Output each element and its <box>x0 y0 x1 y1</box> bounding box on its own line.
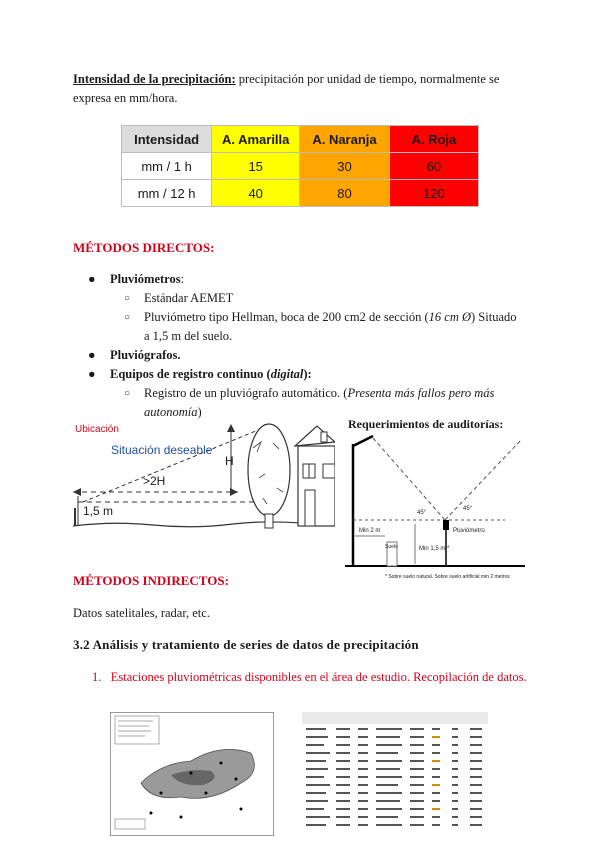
indirect-methods-heading: MÉTODOS INDIRECTOS: <box>73 573 229 588</box>
table-row <box>122 180 479 207</box>
data-table-sketch <box>302 712 488 836</box>
audit-sketch <box>345 434 525 584</box>
list-item-text: Pluviómetro tipo Hellman, boca de 200 cm2 de sección ( <box>144 310 429 324</box>
table-cell: mm / 1 h <box>122 153 212 180</box>
circle-bullet-icon: ○ <box>124 293 131 304</box>
item-text: Estaciones pluviométricas disponibles en el área de estudio. Recopilación de datos. <box>110 670 527 684</box>
bullet-icon: ● <box>88 272 96 286</box>
table-cell: mm / 12 h <box>122 180 212 207</box>
angle-label-right: 45° <box>463 506 473 512</box>
table-header-cell: A. Roja <box>389 126 478 153</box>
item-number: 1. <box>92 670 102 684</box>
min-height-label: Min 1,5 m * <box>419 546 450 552</box>
list-item <box>88 346 530 365</box>
table-cell: 40 <box>212 180 300 207</box>
list-item-text: Estándar AEMET <box>144 291 234 305</box>
table-header-row <box>122 126 479 153</box>
list-item-label: ): <box>303 367 312 381</box>
angle-label-left: 45° <box>417 510 427 516</box>
table-header-cell: Intensidad <box>122 126 212 153</box>
height-h-label: H <box>225 454 234 468</box>
intensity-table <box>121 125 479 207</box>
list-item-italic: Presenta más fallos pero más autonomía <box>144 386 495 419</box>
min-distance-label: Min 2 m <box>359 528 381 534</box>
list-item-label: Pluviómetros <box>110 272 181 286</box>
audit-requirements-title: Requerimientos de auditorías: <box>348 417 504 431</box>
indirect-methods-text: Datos satelitales, radar, etc. <box>73 606 210 620</box>
circle-bullet-icon: ○ <box>124 388 131 399</box>
table-cell: 15 <box>212 153 300 180</box>
list-item-text: ) Situado a 1,5 m del suelo. <box>144 310 517 343</box>
list-item <box>110 308 524 346</box>
list-item <box>110 289 530 308</box>
table-header-cell: A. Naranja <box>300 126 390 153</box>
list-item-text: ) <box>197 405 202 419</box>
intensity-paragraph <box>73 70 533 108</box>
station-map-image <box>110 712 274 836</box>
bullet-icon: ● <box>88 367 96 381</box>
station-data-table-image <box>302 712 488 836</box>
table-cell: 60 <box>389 153 478 180</box>
intensity-definition: precipitación por unidad de tiempo, normalmente se expresa en mm/hora. <box>73 72 500 105</box>
bullet-icon: ● <box>88 348 96 362</box>
list-item-label: Pluviógrafos. <box>110 348 181 362</box>
list-item-text: Registro de un pluviógrafo automático. ( <box>144 386 348 400</box>
audit-footnote: * Sobre suelo natural. Sobre suelo artificial min 2 metros <box>385 574 510 580</box>
location-label: Ubicación <box>75 424 119 435</box>
list-item-colon: : <box>180 272 185 286</box>
rain-gauge-label: Pluviómetro <box>453 528 485 534</box>
intensity-term: Intensidad de la precipitación: <box>73 72 236 86</box>
table-cell: 80 <box>300 180 390 207</box>
list-item-italic: digital <box>270 367 304 381</box>
numbered-item <box>92 668 532 687</box>
list-item <box>88 270 530 289</box>
list-item-italic: 16 cm Ø <box>428 310 472 324</box>
table-cell: 30 <box>300 153 390 180</box>
table-row <box>122 153 479 180</box>
direct-methods-list <box>88 270 530 422</box>
desirable-situation-label: Situación deseable <box>111 443 213 457</box>
direct-methods-heading: MÉTODOS DIRECTOS: <box>73 240 215 255</box>
table-header-cell: A. Amarilla <box>212 126 300 153</box>
audit-figure <box>345 434 525 584</box>
map-sketch <box>111 713 273 835</box>
distance-label: >2H <box>143 474 166 488</box>
location-sketch <box>73 418 335 540</box>
list-item <box>88 365 530 384</box>
gauge-height-label: 1,5 m <box>83 504 114 518</box>
table-cell: 120 <box>389 180 478 207</box>
ground-label: Suelo <box>385 544 398 550</box>
list-item-label: Equipos de registro continuo ( <box>110 367 271 381</box>
location-figure <box>73 418 335 540</box>
section-title: 3.2 Análisis y tratamiento de series de datos de precipitación <box>73 637 419 652</box>
circle-bullet-icon: ○ <box>124 312 131 323</box>
